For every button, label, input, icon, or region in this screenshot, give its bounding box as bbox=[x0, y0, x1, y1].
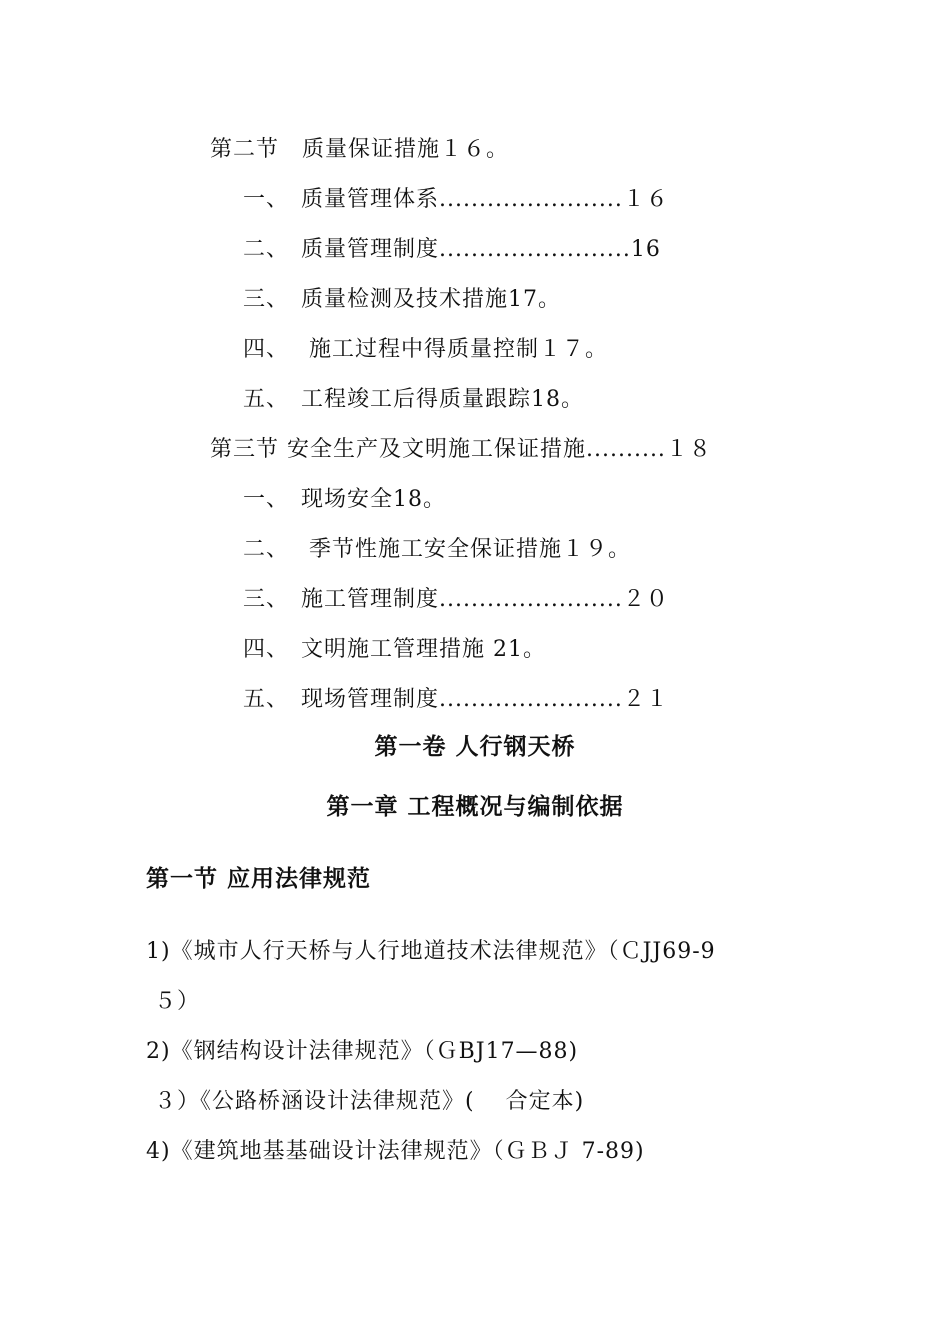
toc-entry: 一、 现场安全18。 bbox=[243, 487, 446, 512]
toc-entry: 一、 质量管理体系.......................１６ bbox=[243, 187, 669, 212]
toc-entry: 五、 工程竣工后得质量跟踪18。 bbox=[243, 387, 584, 412]
toc-entry: 四、 文明施工管理措施 21。 bbox=[243, 637, 546, 662]
section-title: 第一节 应用法律规范 bbox=[146, 866, 372, 892]
toc-entry: 三、 质量检测及技术措施17。 bbox=[243, 287, 561, 312]
toc-entry: 五、 现场管理制度.......................２１ bbox=[243, 687, 669, 712]
toc-entry: 二、 季节性施工安全保证措施１９。 bbox=[243, 537, 631, 562]
toc-entry: 第二节 质量保证措施１６。 bbox=[210, 137, 510, 162]
reference-item-continuation: ５） bbox=[146, 989, 200, 1014]
volume-title: 第一卷 人行钢天桥 bbox=[374, 734, 576, 760]
reference-item: 2)《钢结构设计法律规范》（ＧBJ17—88) bbox=[146, 1039, 579, 1064]
toc-entry: 第三节 安全生产及文明施工保证措施..........１８ bbox=[210, 437, 712, 462]
toc-entry: 三、 施工管理制度.......................２０ bbox=[243, 587, 669, 612]
reference-item: 1)《城市人行天桥与人行地道技术法律规范》（ＣJJ69-9 bbox=[146, 939, 716, 964]
reference-item: 4)《建筑地基基础设计法律规范》（ＧＢＪ 7-89) bbox=[146, 1139, 645, 1164]
reference-item: ３）《公路桥涵设计法律规范》( 合定本) bbox=[146, 1089, 585, 1114]
chapter-title: 第一章 工程概况与编制依据 bbox=[326, 794, 624, 820]
toc-entry: 二、 质量管理制度........................16 bbox=[243, 237, 661, 262]
toc-entry: 四、 施工过程中得质量控制１７。 bbox=[243, 337, 608, 362]
